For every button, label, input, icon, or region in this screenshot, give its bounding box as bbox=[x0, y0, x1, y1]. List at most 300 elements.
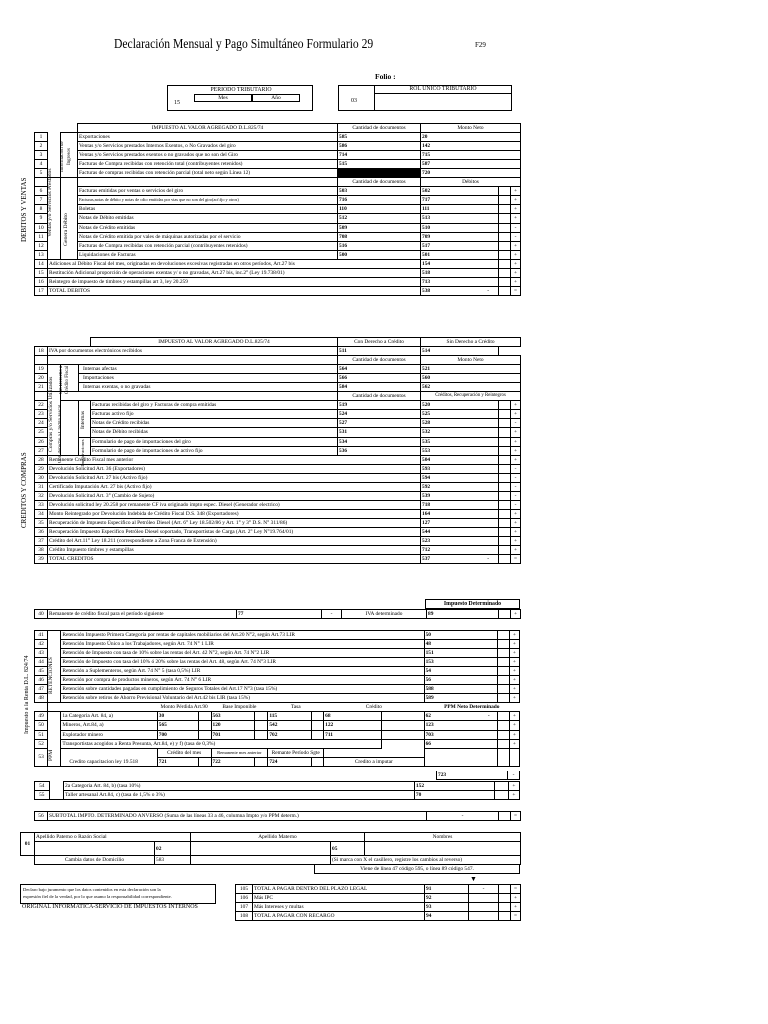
line-label: TOTAL DEBITOS bbox=[48, 286, 421, 295]
table-row bbox=[35, 419, 521, 428]
line-num: 29 bbox=[35, 464, 48, 473]
line-label: Más IPC bbox=[253, 894, 425, 903]
table-row bbox=[35, 649, 520, 658]
subheader-row bbox=[35, 178, 521, 187]
sign: - bbox=[511, 464, 521, 473]
line-label: Más Intereses y multas bbox=[253, 903, 425, 912]
sign: + bbox=[511, 546, 521, 555]
line-label: Importaciones bbox=[79, 374, 338, 383]
code-cell[interactable]: 534 bbox=[338, 437, 421, 446]
code-cell[interactable]: 564 bbox=[338, 365, 421, 374]
apellido-materno-field[interactable] bbox=[191, 842, 331, 856]
sign: - bbox=[511, 500, 521, 509]
code-cell: 02 bbox=[155, 842, 191, 856]
sign: + bbox=[509, 685, 519, 694]
code-cell[interactable]: 531 bbox=[338, 428, 421, 437]
rut-field[interactable] bbox=[374, 94, 511, 110]
line-label: Internas exentas, o no gravadas bbox=[79, 383, 338, 392]
line-num: 53 bbox=[35, 748, 48, 766]
line-label: Retención Impuesto Único a los Trabajadores, según Art. 74 N° 1 LIR bbox=[61, 640, 424, 649]
code-cell[interactable]: 50 bbox=[424, 631, 497, 640]
table-row bbox=[35, 428, 521, 437]
table-row bbox=[35, 196, 521, 205]
sign: = bbox=[511, 555, 521, 564]
code-cell[interactable]: 510 bbox=[421, 223, 499, 232]
line-label: Notas de Débito emitidas bbox=[78, 214, 338, 223]
line-label: IVA por documentos electrónicos recibidos bbox=[48, 347, 338, 356]
retenciones-label: RETENCIONES bbox=[48, 657, 54, 695]
table-row bbox=[236, 903, 521, 912]
blacked-out-cell bbox=[338, 169, 421, 178]
line-num: 54 bbox=[35, 782, 50, 791]
minus-mark: - bbox=[487, 287, 489, 294]
code-cell[interactable]: 585 bbox=[338, 133, 421, 142]
line-num: 37 bbox=[35, 537, 48, 546]
code-cell[interactable]: 563 bbox=[211, 712, 255, 721]
code-cell[interactable]: 127 bbox=[421, 518, 499, 527]
line-num: 55 bbox=[35, 791, 50, 800]
ppm-head-perdida: Monto Pérdida Art.90 bbox=[160, 704, 208, 711]
code-cell[interactable]: 152 bbox=[414, 782, 494, 791]
sign: + bbox=[509, 667, 519, 676]
sign: + bbox=[509, 649, 519, 658]
code-cell[interactable]: 524 bbox=[338, 410, 421, 419]
sign: + bbox=[511, 428, 521, 437]
line-label: Retención a Suplementeros, según Art. 74 N° 5 (tasa 0,5%) LIR bbox=[61, 667, 424, 676]
sign: + bbox=[511, 259, 521, 268]
table-row bbox=[35, 410, 521, 419]
sign: - bbox=[511, 491, 521, 500]
code-cell[interactable]: 91 bbox=[425, 885, 469, 894]
line-label: Monto Reintegrado por Devolución Indebida de Crédito Fiscal D.S. 348 (Exportadores) bbox=[48, 509, 421, 518]
periodo-box bbox=[167, 85, 313, 111]
line-label bbox=[61, 748, 157, 766]
code-cell[interactable]: 92 bbox=[425, 894, 469, 903]
form-title: Declaración Mensual y Pago Simultáneo Formulario 29 bbox=[114, 36, 374, 51]
code-cell[interactable]: 560 bbox=[421, 374, 521, 383]
creditos-col2: Sin Derecho a Crédito bbox=[421, 338, 521, 347]
code-cell[interactable]: 164 bbox=[421, 509, 499, 518]
code-cell[interactable]: 711 bbox=[324, 730, 382, 739]
line-label: Recuperación Impuesto Especifico Petróleo Diesel soportado, Transportistas de Carga (Art. 2° Ley N°19.764/01) bbox=[48, 527, 421, 536]
sign: = bbox=[511, 885, 521, 894]
code-cell[interactable]: 77 bbox=[237, 610, 322, 619]
line-num: 46 bbox=[35, 676, 48, 685]
code-cell[interactable]: 501 bbox=[421, 250, 499, 259]
code-cell[interactable]: 56 bbox=[424, 676, 497, 685]
table-row bbox=[35, 482, 521, 491]
debitos-table bbox=[34, 123, 521, 296]
code-cell[interactable]: 521 bbox=[421, 365, 521, 374]
code-cell[interactable]: 153 bbox=[424, 658, 497, 667]
code-cell[interactable]: 30 bbox=[157, 712, 199, 721]
periodo-mes-field[interactable] bbox=[194, 94, 252, 102]
line-num: 18 bbox=[35, 347, 48, 356]
table-row bbox=[21, 842, 521, 856]
line-label: Devolución Solicitud Art. 3° (Cambio de Sujeto) bbox=[48, 491, 421, 500]
code-cell[interactable]: 709 bbox=[421, 232, 499, 241]
line-label: Notas de Crédito emitida por vales de máquinas autorizadas por el servicio bbox=[78, 232, 338, 241]
code-cell[interactable]: 720 bbox=[421, 169, 521, 178]
creditos-col1: Con Derecho a Crédito bbox=[338, 338, 421, 347]
code-cell[interactable]: 701 bbox=[211, 730, 255, 739]
sign: + bbox=[509, 676, 519, 685]
sign: + bbox=[511, 205, 521, 214]
line-label: Notas de Crédito recibidas bbox=[91, 419, 338, 428]
line-label: Exportaciones bbox=[78, 133, 338, 142]
table-row bbox=[35, 365, 521, 374]
table-row bbox=[35, 537, 521, 546]
table-row bbox=[35, 694, 520, 703]
sign: + bbox=[511, 196, 521, 205]
sign: + bbox=[511, 610, 521, 619]
line-num: 27 bbox=[35, 446, 48, 455]
code-cell[interactable]: 525 bbox=[421, 410, 499, 419]
code-cell[interactable]: 518 bbox=[421, 268, 499, 277]
code-cell[interactable]: 68 bbox=[324, 712, 382, 721]
table-row bbox=[35, 250, 521, 259]
line-label: Devolución solicitud ley 20.258 por remanente CF iva originado impto espec. Diesel (Generador electrico) bbox=[48, 500, 421, 509]
code-cell[interactable]: 111 bbox=[421, 205, 499, 214]
creditos-header-row bbox=[35, 338, 521, 347]
sign: + bbox=[511, 250, 521, 259]
line-num: 26 bbox=[35, 437, 48, 446]
table-row bbox=[35, 658, 520, 667]
line-label: Liquidaciones de Facturas bbox=[78, 250, 338, 259]
table-row bbox=[35, 223, 521, 232]
code-cell[interactable]: 586 bbox=[338, 142, 421, 151]
code-cell[interactable]: 516 bbox=[338, 241, 421, 250]
debitos-col1: Cantidad de documentos bbox=[338, 124, 421, 133]
info-ingresos-label: Información de Ingresos bbox=[60, 141, 72, 173]
line-label: Facturas activo fijo bbox=[91, 410, 338, 419]
sign: + bbox=[511, 446, 521, 455]
line-num: 39 bbox=[35, 555, 48, 564]
line-label: Facturas recibidas del giro y Facturas de compra emitidas bbox=[91, 401, 338, 410]
code-cell[interactable]: 151 bbox=[424, 649, 497, 658]
line-53-code[interactable] bbox=[436, 771, 508, 780]
line-num: 17 bbox=[35, 286, 48, 295]
capacitacion-label: Credito capacitacion ley 19.518 bbox=[69, 758, 138, 765]
line-num: 25 bbox=[35, 428, 48, 437]
total-debitos-row bbox=[35, 286, 521, 295]
code-cell[interactable]: 584 bbox=[338, 383, 421, 392]
table-row bbox=[35, 133, 521, 142]
code-cell[interactable]: 123 bbox=[424, 721, 497, 730]
code-cell[interactable]: 66 bbox=[424, 739, 497, 748]
line-num: 49 bbox=[35, 712, 48, 721]
line-label: Internas afectas bbox=[79, 365, 338, 374]
table-row bbox=[35, 142, 521, 151]
apellido-paterno-field[interactable] bbox=[35, 842, 155, 856]
code-cell[interactable]: 500 bbox=[338, 250, 421, 259]
line-num: 10 bbox=[35, 223, 48, 232]
line-label: Transportistas acogidos a Renta Presunta, Art.84, e) y f) (tasa de 0,3%) bbox=[61, 739, 382, 748]
total-creditos-row bbox=[35, 555, 521, 564]
code-cell[interactable]: 536 bbox=[338, 446, 421, 455]
code-cell[interactable]: 594 bbox=[421, 473, 499, 482]
code-cell[interactable]: 520 bbox=[421, 401, 499, 410]
code-cell[interactable]: 532 bbox=[421, 428, 499, 437]
table-row bbox=[35, 491, 521, 500]
code-cell[interactable]: 566 bbox=[338, 374, 421, 383]
code-cell[interactable]: 565 bbox=[157, 721, 199, 730]
code-cell[interactable]: 562 bbox=[421, 383, 521, 392]
periodo-code: 15 bbox=[174, 100, 180, 106]
table-row bbox=[236, 894, 521, 903]
code-cell[interactable]: 513 bbox=[421, 214, 499, 223]
code-cell[interactable]: 528 bbox=[421, 419, 499, 428]
sign: + bbox=[511, 241, 521, 250]
line-num: 40 bbox=[35, 610, 48, 619]
code-cell[interactable] bbox=[427, 812, 499, 821]
table-row bbox=[35, 383, 521, 392]
code-cell[interactable]: 515 bbox=[338, 160, 421, 169]
sign: + bbox=[509, 631, 519, 640]
code-cell[interactable]: 512 bbox=[338, 214, 421, 223]
line-num: 14 bbox=[35, 259, 48, 268]
table-row bbox=[35, 464, 521, 473]
minus-mark: - bbox=[487, 713, 490, 720]
line-53-sign bbox=[508, 771, 520, 780]
code-cell[interactable]: 702 bbox=[268, 730, 312, 739]
line-label: 1a Categoria Art. 84, a) bbox=[61, 712, 157, 721]
code-cell[interactable]: 724 bbox=[268, 757, 312, 766]
sign: + bbox=[511, 437, 521, 446]
code-cell[interactable] bbox=[421, 555, 499, 564]
table-row bbox=[35, 730, 520, 739]
line-label: TOTAL CREDITOS bbox=[48, 555, 421, 564]
line-num: 44 bbox=[35, 658, 48, 667]
code-cell[interactable]: 712 bbox=[421, 546, 499, 555]
line-label: Facturas de Compra recibidas con retención parcial (contribuyentes retenidos) bbox=[78, 241, 338, 250]
genera-debito-label: Genera Débito bbox=[63, 213, 69, 247]
code-cell[interactable]: 70 bbox=[414, 791, 494, 800]
line-num: 23 bbox=[35, 410, 48, 419]
code-cell[interactable]: 553 bbox=[421, 446, 499, 455]
code-cell[interactable]: 89 bbox=[427, 610, 499, 619]
code-cell[interactable] bbox=[424, 712, 497, 721]
code-cell[interactable]: 504 bbox=[421, 455, 499, 464]
sign: + bbox=[509, 694, 519, 703]
line-label: Ventas y/o Servicios prestados Internos Exentos, o No Gravados del giro bbox=[78, 142, 338, 151]
code-cell[interactable]: 718 bbox=[421, 500, 499, 509]
renta-table-2 bbox=[34, 781, 520, 800]
sign: + bbox=[511, 903, 521, 912]
cambia-domicilio-label: Cambia datos de Domicilio bbox=[35, 856, 155, 865]
ppm-head-tasa: Tasa bbox=[290, 704, 301, 711]
periodo-ano-field[interactable] bbox=[252, 94, 300, 102]
table-row bbox=[35, 685, 520, 694]
table-row bbox=[35, 241, 521, 250]
code-cell[interactable]: 54 bbox=[424, 667, 497, 676]
table-row bbox=[35, 473, 521, 482]
code-cell[interactable]: 544 bbox=[421, 527, 499, 536]
code-cell: 01 bbox=[21, 833, 35, 856]
nombres-field[interactable] bbox=[365, 842, 521, 856]
line-label: Restitución Adicional proporción de operaciones exentas y/ o no gravadas, Art.27 bis, inc.2° (Ley 19.738/01) bbox=[48, 268, 421, 277]
sign: + bbox=[511, 187, 521, 196]
sign: + bbox=[509, 739, 519, 748]
creditos-side-label: CREDITOS Y COMPRAS bbox=[20, 452, 28, 528]
debitos-title: IMPUESTO AL VALOR AGREGADO D.L.825/74 bbox=[78, 124, 338, 133]
domicilio-note: (Si marca con X el casillero, registre los cambios al reverso) bbox=[331, 856, 521, 865]
table-row bbox=[35, 546, 521, 555]
sign: + bbox=[511, 518, 521, 527]
line-num: 56 bbox=[35, 812, 48, 821]
domicilio-checkbox[interactable] bbox=[191, 856, 331, 865]
line-label: Notas de Débito recibidas bbox=[91, 428, 338, 437]
code-value: 723 bbox=[438, 772, 447, 778]
code-cell[interactable]: 527 bbox=[338, 419, 421, 428]
sign: + bbox=[509, 721, 519, 730]
line-num: 34 bbox=[35, 509, 48, 518]
code-cell[interactable]: 115 bbox=[268, 712, 312, 721]
code-value: 537 bbox=[422, 556, 431, 563]
rut-code: 03 bbox=[351, 98, 357, 104]
code-cell[interactable]: 703 bbox=[424, 730, 497, 739]
creditos-col2b: Monto Neto bbox=[421, 356, 521, 365]
code-cell[interactable]: 502 bbox=[421, 187, 499, 196]
line-label: Remanente Crédito Fiscal mes anterior bbox=[48, 455, 421, 464]
code-cell[interactable]: 48 bbox=[424, 640, 497, 649]
code-cell[interactable]: 523 bbox=[421, 537, 499, 546]
line-num: 52 bbox=[35, 739, 48, 748]
code-cell[interactable]: 713 bbox=[421, 277, 499, 286]
code-cell[interactable]: 715 bbox=[421, 151, 521, 160]
code-cell[interactable]: 509 bbox=[338, 223, 421, 232]
table-row bbox=[35, 214, 521, 223]
table-row bbox=[35, 151, 521, 160]
code-cell[interactable]: 587 bbox=[421, 160, 521, 169]
sin-derecho-label: Sin Derecho a Crédito Fiscal bbox=[59, 365, 70, 395]
renta-side-label: Impuesto a la Renta D.L. 824/74 bbox=[24, 655, 30, 735]
code-cell[interactable]: 721 bbox=[157, 757, 199, 766]
code-cell[interactable]: 542 bbox=[268, 721, 312, 730]
iva-determinado-label: IVA determinado bbox=[342, 610, 427, 619]
line-label: Mineros, Art.84, a) bbox=[61, 721, 157, 730]
impuesto-determinado-header bbox=[425, 599, 520, 609]
total-pagar-table bbox=[235, 884, 521, 921]
code-cell[interactable]: 708 bbox=[338, 232, 421, 241]
line-40-table bbox=[34, 609, 521, 619]
line-num: 20 bbox=[35, 374, 48, 383]
folio-label: Folio : bbox=[375, 72, 396, 81]
code-cell[interactable]: 716 bbox=[338, 196, 421, 205]
table-row bbox=[236, 885, 521, 894]
table-row bbox=[35, 631, 520, 640]
code-cell[interactable]: 535 bbox=[421, 437, 499, 446]
subheader-row bbox=[35, 392, 521, 401]
code-cell[interactable]: 110 bbox=[338, 205, 421, 214]
table-row bbox=[35, 232, 521, 241]
line-num: 31 bbox=[35, 482, 48, 491]
ppm-head-neto: PPM Neto Determinado bbox=[444, 704, 500, 711]
code-cell[interactable]: 717 bbox=[421, 196, 499, 205]
code-cell[interactable]: 94 bbox=[425, 912, 469, 921]
line-label: Facturas,notas de débito y notas de cdto emitidas por vtas que no son del giro(act\fjo y otros) bbox=[78, 196, 338, 205]
importaciones-label: Import-aciones bbox=[80, 439, 85, 466]
renta-table bbox=[34, 630, 520, 767]
line-label: TOTAL A PAGAR CON RECARGO bbox=[253, 912, 425, 921]
table-row bbox=[35, 455, 521, 464]
code-cell[interactable]: 593 bbox=[421, 464, 499, 473]
table-row bbox=[35, 640, 520, 649]
line-num: 4 bbox=[35, 160, 48, 169]
code-cell[interactable]: 588 bbox=[424, 685, 497, 694]
table-row bbox=[35, 268, 521, 277]
code-cell[interactable]: 122 bbox=[324, 721, 382, 730]
con-derecho-label: Con derecho a Crédito Fiscal bbox=[58, 404, 63, 464]
code-cell[interactable]: 700 bbox=[157, 730, 199, 739]
code-cell[interactable]: 714 bbox=[338, 151, 421, 160]
code-cell[interactable]: 519 bbox=[338, 401, 421, 410]
code-cell[interactable]: 120 bbox=[211, 721, 255, 730]
code-value: 538 bbox=[422, 287, 431, 294]
code-cell[interactable]: 503 bbox=[338, 187, 421, 196]
code-cell[interactable]: 511 bbox=[338, 347, 421, 356]
line-num: 50 bbox=[35, 721, 48, 730]
subtotal-row bbox=[35, 812, 521, 821]
compras-servicios-label: Compras y/o Servicios Utilizados bbox=[48, 376, 54, 452]
impuesto-determinado-label: Impuesto Determinado bbox=[443, 601, 502, 607]
line-num: 19 bbox=[35, 365, 48, 374]
table-row bbox=[35, 277, 521, 286]
line-num: 105 bbox=[236, 885, 253, 894]
table-row bbox=[35, 169, 521, 178]
table-row bbox=[35, 509, 521, 518]
line-num: 11 bbox=[35, 232, 48, 241]
code-cell[interactable]: 722 bbox=[211, 757, 255, 766]
code-cell[interactable] bbox=[421, 286, 499, 295]
sign: + bbox=[511, 894, 521, 903]
sign: - bbox=[511, 482, 521, 491]
line-label: Taller artesanal Art.84, c) (tasa de 1,5% o 3%) bbox=[64, 791, 415, 800]
table-row bbox=[21, 833, 521, 842]
line-label: Crédito Impuesto timbres y estampillas bbox=[48, 546, 421, 555]
code-cell[interactable]: 154 bbox=[421, 259, 499, 268]
code-cell[interactable]: 592 bbox=[421, 482, 499, 491]
code-cell[interactable]: 20 bbox=[421, 133, 521, 142]
code-cell[interactable]: 539 bbox=[421, 491, 499, 500]
code-cell[interactable]: 589 bbox=[424, 694, 497, 703]
sign: + bbox=[509, 730, 519, 739]
sign: + bbox=[509, 712, 519, 721]
sign: + bbox=[511, 410, 521, 419]
line-label: Retención de Impuesto con tasa del 10% ó 20% sobre las rentas del Art. 48, según Art. 74 N°3 LIR bbox=[61, 658, 424, 667]
contribuyente-table bbox=[20, 832, 521, 865]
sign: + bbox=[508, 782, 519, 791]
creditos-col1c: Cantidad de documentos bbox=[338, 392, 421, 401]
code-cell[interactable]: 514 bbox=[421, 347, 499, 356]
line-num: 21 bbox=[35, 383, 48, 392]
periodo-mes-label: Mes bbox=[218, 95, 228, 101]
sign: + bbox=[508, 791, 519, 800]
code-cell[interactable]: 93 bbox=[425, 903, 469, 912]
line-label: SUBTOTAL IMPTO. DETERMINADO ANVERSO (Suma de las líneas 33 a 46, columna Impto y/o PPM determ.) bbox=[48, 812, 427, 821]
minus-mark: - bbox=[487, 556, 489, 563]
capacitacion-head-remanente: Remanente mes anterior bbox=[211, 748, 268, 757]
code-cell[interactable]: 517 bbox=[421, 241, 499, 250]
line-num: 33 bbox=[35, 500, 48, 509]
code-cell[interactable]: 142 bbox=[421, 142, 521, 151]
table-row bbox=[35, 401, 521, 410]
capacitacion-head-credito: Crédito del mes bbox=[157, 748, 211, 757]
sign: - bbox=[511, 223, 521, 232]
line-label: Reintegro de impuesto de timbres y estampillas art 3, ley 20.259 bbox=[48, 277, 421, 286]
creditos-title: IMPUESTO AL VALOR AGREGADO D.L.825/74 bbox=[91, 338, 338, 347]
table-row bbox=[35, 676, 520, 685]
